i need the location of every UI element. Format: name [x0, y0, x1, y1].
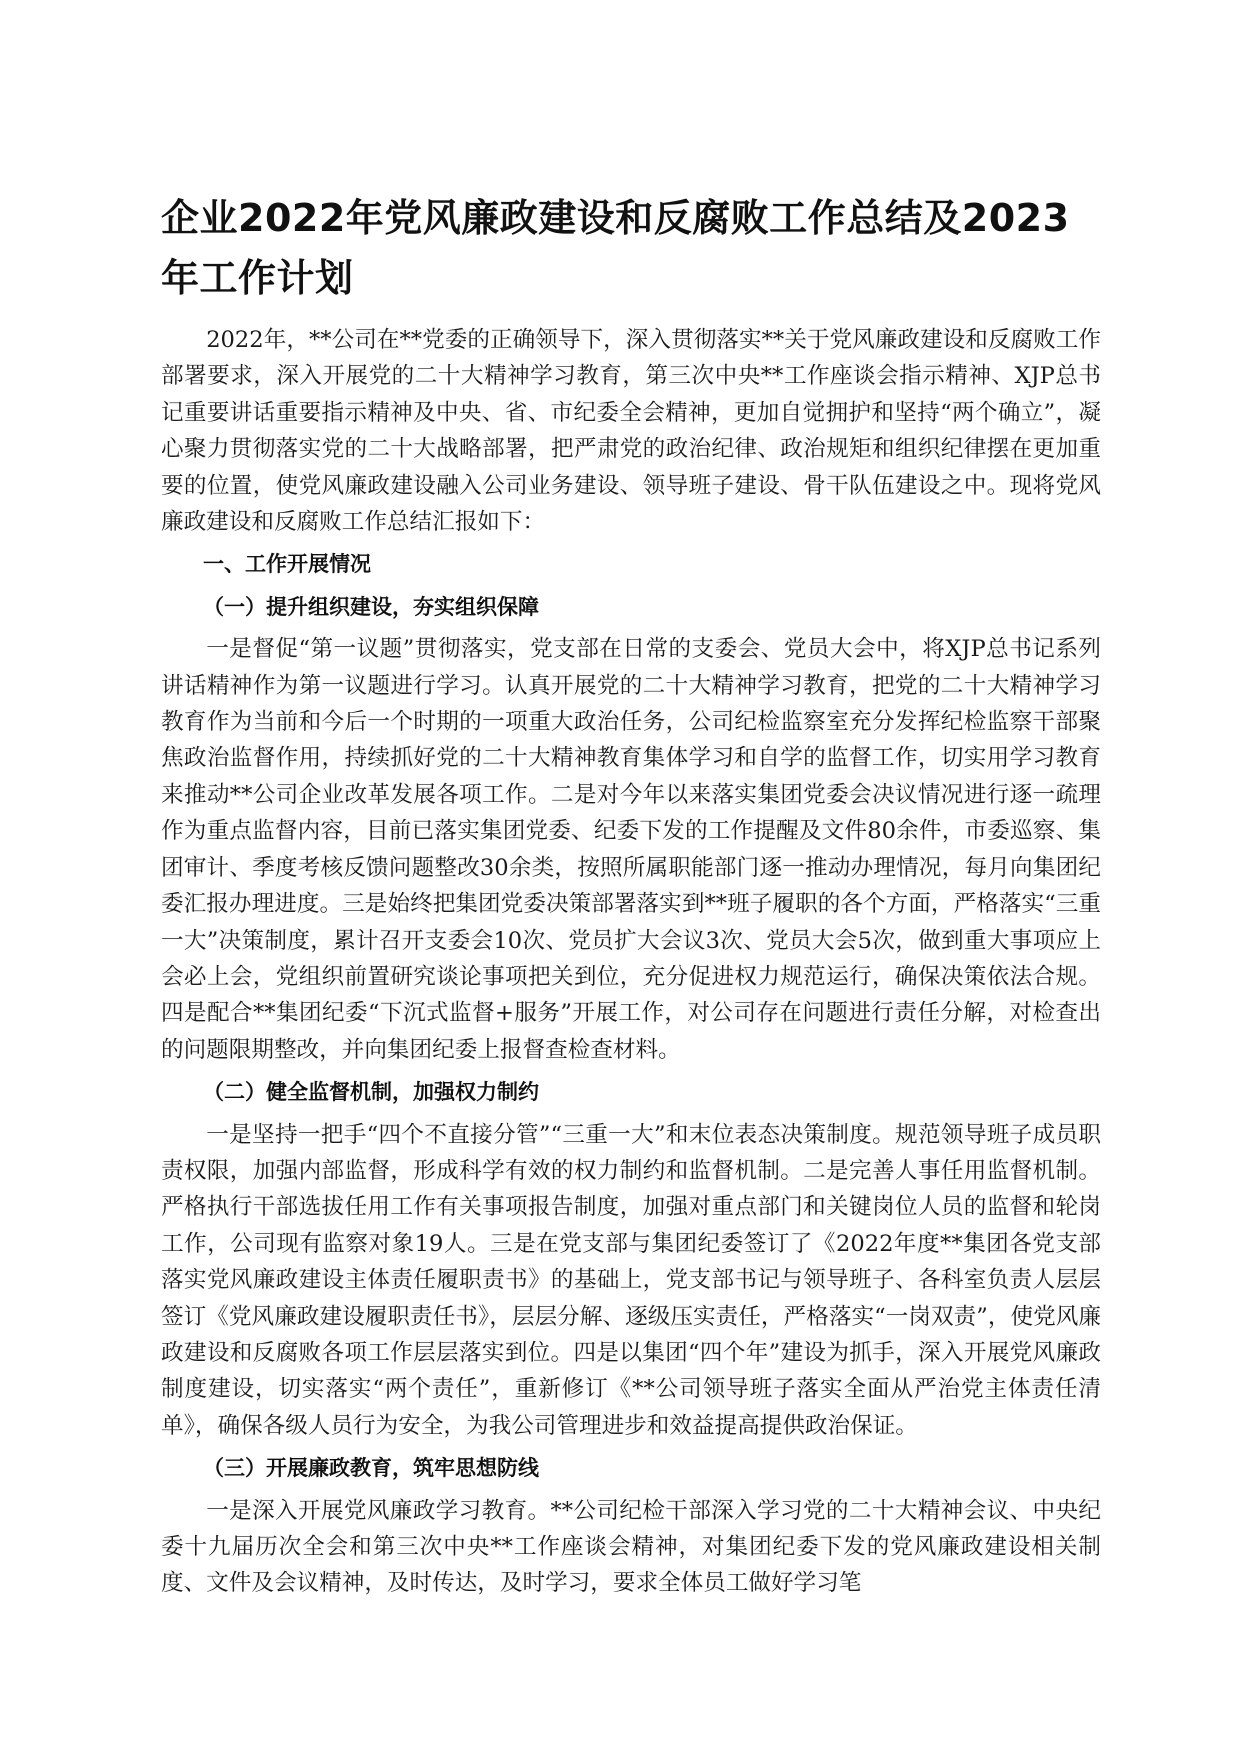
- intro-paragraph: 2022年，**公司在**党委的正确领导下，深入贯彻落实**关于党风廉政建设和反腐败工作部署要求，深入开展党的二十大精神学习教育，第三次中央**工作座谈会指示精神、XJP总书记重要讲话重要指示精神及中央、省、市纪委全会精神，更加自觉拥护和坚持“两个确立”，凝心聚力贯彻落实党的二十大战略部署，把严肃党的政治纪律、政治规矩和组织纪律摆在更加重要的位置，使党风廉政建设融入公司业务建设、领导班子建设、骨干队伍建设之中。现将党风廉政建设和反腐败工作总结汇报如下：: [161, 327, 1101, 536]
- document-page: [161, 188, 1101, 1602]
- section-heading-work-status: 一、工作开展情况: [203, 552, 371, 577]
- subsection-body-supervision: 一是坚持一把手“四个不直接分管”“三重一大”和末位表态决策制度。规范领导班子成员职责权限，加强内部监督，形成科学有效的权力制约和监督机制。二是完善人事任用监督机制。严格执行干部选拔任用工作有关事项报告制度，加强对重点部门和关键岗位人员的监督和轮岗工作，公司现有监察对象19人。三是在党支部与集团纪委签订了《2022年度**集团各党支部落实党风廉政建设主体责任履职责书》的基础上，党支部书记与领导班子、各科室负责人层层签订《党风廉政建设履职责任书》，层层分解、逐级压实责任，严格落实“一岗双责”，使党风廉政建设和反腐败各项工作层层落实到位。四是以集团“四个年”建设为抓手，深入开展党风廉政制度建设，切实落实“两个责任”，重新修订《**公司领导班子落实全面从严治党主体责任清单》，确保各级人员行为安全，为我公司管理进步和效益提高提供政治保证。: [161, 1121, 1101, 1439]
- document-title: 企业2022年党风廉政建设和反腐败工作总结及2023年工作计划: [161, 196, 1070, 300]
- subsection-body-organization: 一是督促“第一议题”贯彻落实，党支部在日常的支委会、党员大会中，将XJP总书记系列讲话精神作为第一议题进行学习。认真开展党的二十大精神学习教育，把党的二十大精神学习教育作为当前和今后一个时期的一项重大政治任务，公司纪检监察室充分发挥纪检监察干部聚焦政治监督作用，持续抓好党的二十大精神教育集体学习和自学的监督工作，切实用学习教育来推动**公司企业改革发展各项工作。二是对今年以来落实集团党委会决议情况进行逐一疏理作为重点监督内容，目前已落实集团党委、纪委下发的工作提醒及文件80余件，市委巡察、集团审计、季度考核反馈问题整改30余类，按照所属职能部门逐一推动办理情况，每月向集团纪委汇报办理进度。三是始终把集团党委决策部署落实到**班子履职的各个方面，严格落实“三重一大”决策制度，累计召开支委会10次、党员扩大会议3次、党员大会5次，做到重大事项应上会必上会，党组织前置研究谈论事项把关到位，充分促进权力规范运行，确保决策依法合规。四是配合**集团纪委“下沉式监督+服务”开展工作，对公司存在问题进行责任分解，对检查出的问题限期整改，并向集团纪委上报督查检查材料。: [161, 636, 1101, 1063]
- subsection-body-education: 一是深入开展党风廉政学习教育。**公司纪检干部深入学习党的二十大精神会议、中央纪委十九届历次全会和第三次中央**工作座谈会精神，对集团纪委下发的党风廉政建设相关制度、文件及会议精神，及时传达，及时学习，要求全体员工做好学习笔: [161, 1497, 1101, 1597]
- subsection-heading-supervision: （二）健全监督机制，加强权力制约: [203, 1080, 539, 1105]
- subsection-heading-organization: （一）提升组织建设，夯实组织保障: [203, 594, 539, 619]
- subsection-heading-education: （三）开展廉政教育，筑牢思想防线: [203, 1456, 539, 1481]
